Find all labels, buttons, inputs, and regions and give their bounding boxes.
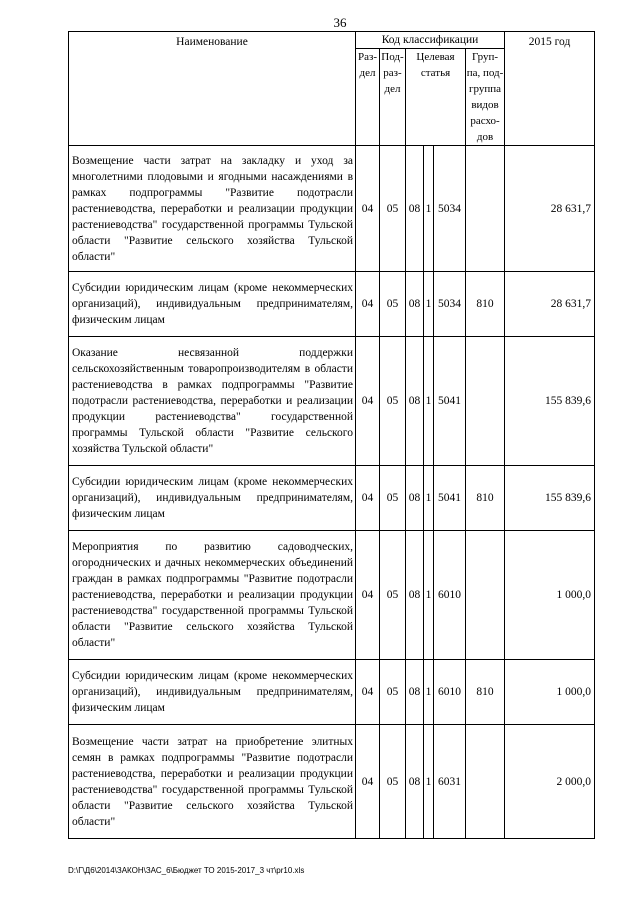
row-amount: 28 631,7 [505,272,595,337]
row-razdel: 04 [356,531,380,660]
row-amount: 1 000,0 [505,531,595,660]
table-row [69,660,595,725]
row-expense-group [466,337,505,466]
row-podrazdel: 05 [380,337,406,466]
row-expense-group: 810 [466,466,505,531]
row-target-item: 6010 [434,660,466,725]
row-expense-group [466,725,505,839]
row-target-subprogram: 1 [424,725,434,839]
row-amount: 155 839,6 [505,466,595,531]
table-row [69,531,595,660]
budget-table [68,31,595,839]
table-header [69,32,595,146]
header-razdel: Раз- дел [356,49,380,146]
row-razdel: 04 [356,660,380,725]
row-podrazdel: 05 [380,531,406,660]
table-body [69,146,595,839]
row-amount: 2 000,0 [505,725,595,839]
row-razdel: 04 [356,337,380,466]
row-target-item: 6010 [434,531,466,660]
row-amount: 1 000,0 [505,660,595,725]
table-row [69,466,595,531]
row-razdel: 04 [356,272,380,337]
row-name: Субсидии юридическим лицам (кроме некоммерческих организаций), индивидуальным предпринимателям, физическим лицам [69,272,356,337]
row-target-item: 5041 [434,337,466,466]
row-razdel: 04 [356,466,380,531]
row-expense-group [466,146,505,272]
row-target-subprogram: 1 [424,660,434,725]
row-target-item: 5034 [434,272,466,337]
row-target-program: 08 [406,337,424,466]
page-number: 36 [333,15,347,30]
row-expense-group [466,531,505,660]
table-row [69,725,595,839]
row-target-item: 6031 [434,725,466,839]
row-target-subprogram: 1 [424,531,434,660]
row-target-item: 5041 [434,466,466,531]
row-target-program: 08 [406,146,424,272]
row-target-subprogram: 1 [424,466,434,531]
row-podrazdel: 05 [380,725,406,839]
row-target-program: 08 [406,725,424,839]
row-amount: 28 631,7 [505,146,595,272]
row-name: Возмещение части затрат на закладку и уход за многолетними плодовыми и ягодными насаждениями в рамках подпрограммы "Развитие подотрасли растениеводства, переработки и реализации продукции растениеводства" государственной программы Тульской области "Развитие сельского хозяйства Тульской области" [69,146,356,272]
row-name: Мероприятия по развитию садоводческих, огороднических и дачных некоммерческих объединений граждан в рамках подпрограммы "Развитие подотрасли растениеводства, переработки и реализации продукции растениеводства" государственной программы Тульской области "Развитие сельского хозяйства Тульской области" [69,531,356,660]
row-name: Оказание несвязанной поддержки сельскохозяйственным товаропроизводителям в области растениеводства в рамках подпрограммы "Развитие подотрасли растениеводства, переработки и реализации продукции растениеводства" государственной программы Тульской области "Развитие сельского хозяйства Тульской области" [69,337,356,466]
header-name: Наименование [69,32,356,146]
row-razdel: 04 [356,725,380,839]
row-target-item: 5034 [434,146,466,272]
file-path-footer: D:\Г\Д6\2014\ЗАКОН\ЗАС_6\Бюджет ТО 2015-2017_3 чт\pr10.xls [68,866,305,875]
header-group: Груп- па, под- группа видов расхо- дов [466,49,505,146]
row-target-subprogram: 1 [424,272,434,337]
row-amount: 155 839,6 [505,337,595,466]
row-target-program: 08 [406,531,424,660]
header-target: Целевая статья [406,49,466,146]
row-name: Субсидии юридическим лицам (кроме некоммерческих организаций), индивидуальным предпринимателям, физическим лицам [69,660,356,725]
row-name: Субсидии юридическим лицам (кроме некоммерческих организаций), индивидуальным предпринимателям, физическим лицам [69,466,356,531]
table-row [69,337,595,466]
row-podrazdel: 05 [380,466,406,531]
header-podrazdel: Под- раз- дел [380,49,406,146]
row-target-program: 08 [406,272,424,337]
row-razdel: 04 [356,146,380,272]
row-podrazdel: 05 [380,272,406,337]
table-row [69,272,595,337]
row-expense-group: 810 [466,272,505,337]
row-target-program: 08 [406,466,424,531]
header-year: 2015 год [505,32,595,146]
row-target-subprogram: 1 [424,146,434,272]
row-target-program: 08 [406,660,424,725]
row-expense-group: 810 [466,660,505,725]
row-target-subprogram: 1 [424,337,434,466]
row-podrazdel: 05 [380,660,406,725]
row-podrazdel: 05 [380,146,406,272]
header-classification: Код классификации [356,32,505,49]
table-row [69,146,595,272]
row-name: Возмещение части затрат на приобретение элитных семян в рамках подпрограммы "Развитие подотрасли растениеводства, переработки и реализации продукции растениеводства" государственной программы Тульской области "Развитие сельского хозяйства Тульской области" [69,725,356,839]
